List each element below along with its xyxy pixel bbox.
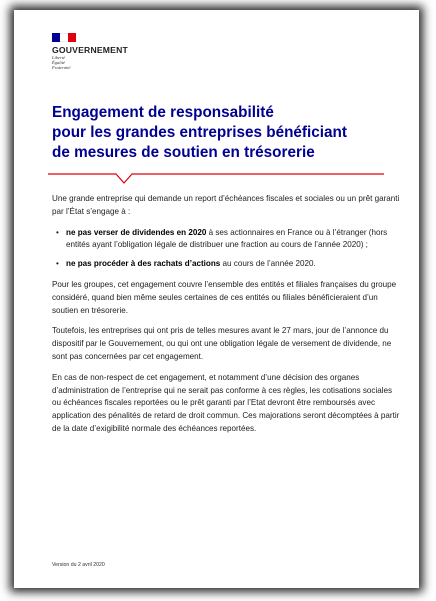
motto-line-egalite: Égalité bbox=[52, 60, 65, 65]
exceptions-paragraph: Toutefois, les entreprises qui ont pris de telles mesures avant le 27 mars, jour de l’annonce du dispositif par le Gouvernement, ou qui ont une obligation légale de versement de dividende, ne sont pas concernées par cet engagement. bbox=[52, 326, 392, 361]
commitment-item bbox=[52, 258, 402, 271]
government-logo bbox=[52, 33, 172, 70]
commitment-item bbox=[52, 227, 402, 253]
document-body bbox=[52, 193, 402, 444]
intro-paragraph: Une grande entreprise qui demande un report d’échéances fiscales et sociales ou un prêt garanti par l’État s’engage à : bbox=[52, 194, 400, 216]
version-date: Version du 2 avril 2020 bbox=[52, 562, 105, 568]
groups-paragraph: Pour les groupes, cet engagement couvre l’ensemble des entités et filiales françaises du groupe considéré, quand bien même seules certaines de ces entités ou filiales bénéficieraient d’un soutien en trésorerie. bbox=[52, 279, 397, 315]
title-line: Engagement de responsabilité bbox=[52, 104, 274, 121]
penalties-paragraph: En cas de non-respect de cet engagement, et notamment d’une décision des organes d’administration de l’entreprise qui ne serait pas conforme à ces règles, les cotisations sociales ou échéances fiscales reportées ou le prêt garanti par l’Etat devront être remboursés avec application des pénalités de retard de droit commun. Ces majorations seront décomptées à partir de la date d’exigibilité normale des échéances reportées. bbox=[52, 372, 400, 433]
title-line: pour les grandes entreprises bénéficiant bbox=[52, 124, 347, 141]
bullet-icon: • bbox=[56, 227, 59, 237]
french-flag-icon bbox=[52, 33, 76, 42]
commitment-bold: ne pas procéder à des rachats d’actions bbox=[66, 259, 221, 269]
motto-line-fraternite: Fraternité bbox=[52, 65, 71, 70]
commitment-list bbox=[52, 227, 402, 271]
title-underline-chevron bbox=[48, 172, 384, 186]
commitment-bold: ne pas verser de dividendes en 2020 bbox=[66, 227, 207, 237]
commitment-text: au cours de l’année 2020. bbox=[220, 259, 316, 269]
document-title bbox=[52, 103, 387, 163]
logo-name: GOUVERNEMENT bbox=[52, 45, 128, 55]
bullet-icon: • bbox=[56, 259, 59, 269]
document-page bbox=[14, 10, 419, 588]
commitment-text: à ses actionnaires en France ou à l’étranger (hors entités ayant l’obligation légale de distribuer une fraction au cours de l’année 2020) ; bbox=[66, 227, 388, 250]
title-line: de mesures de soutien en trésorerie bbox=[52, 144, 315, 161]
motto-line-liberte: Liberté bbox=[52, 55, 65, 60]
